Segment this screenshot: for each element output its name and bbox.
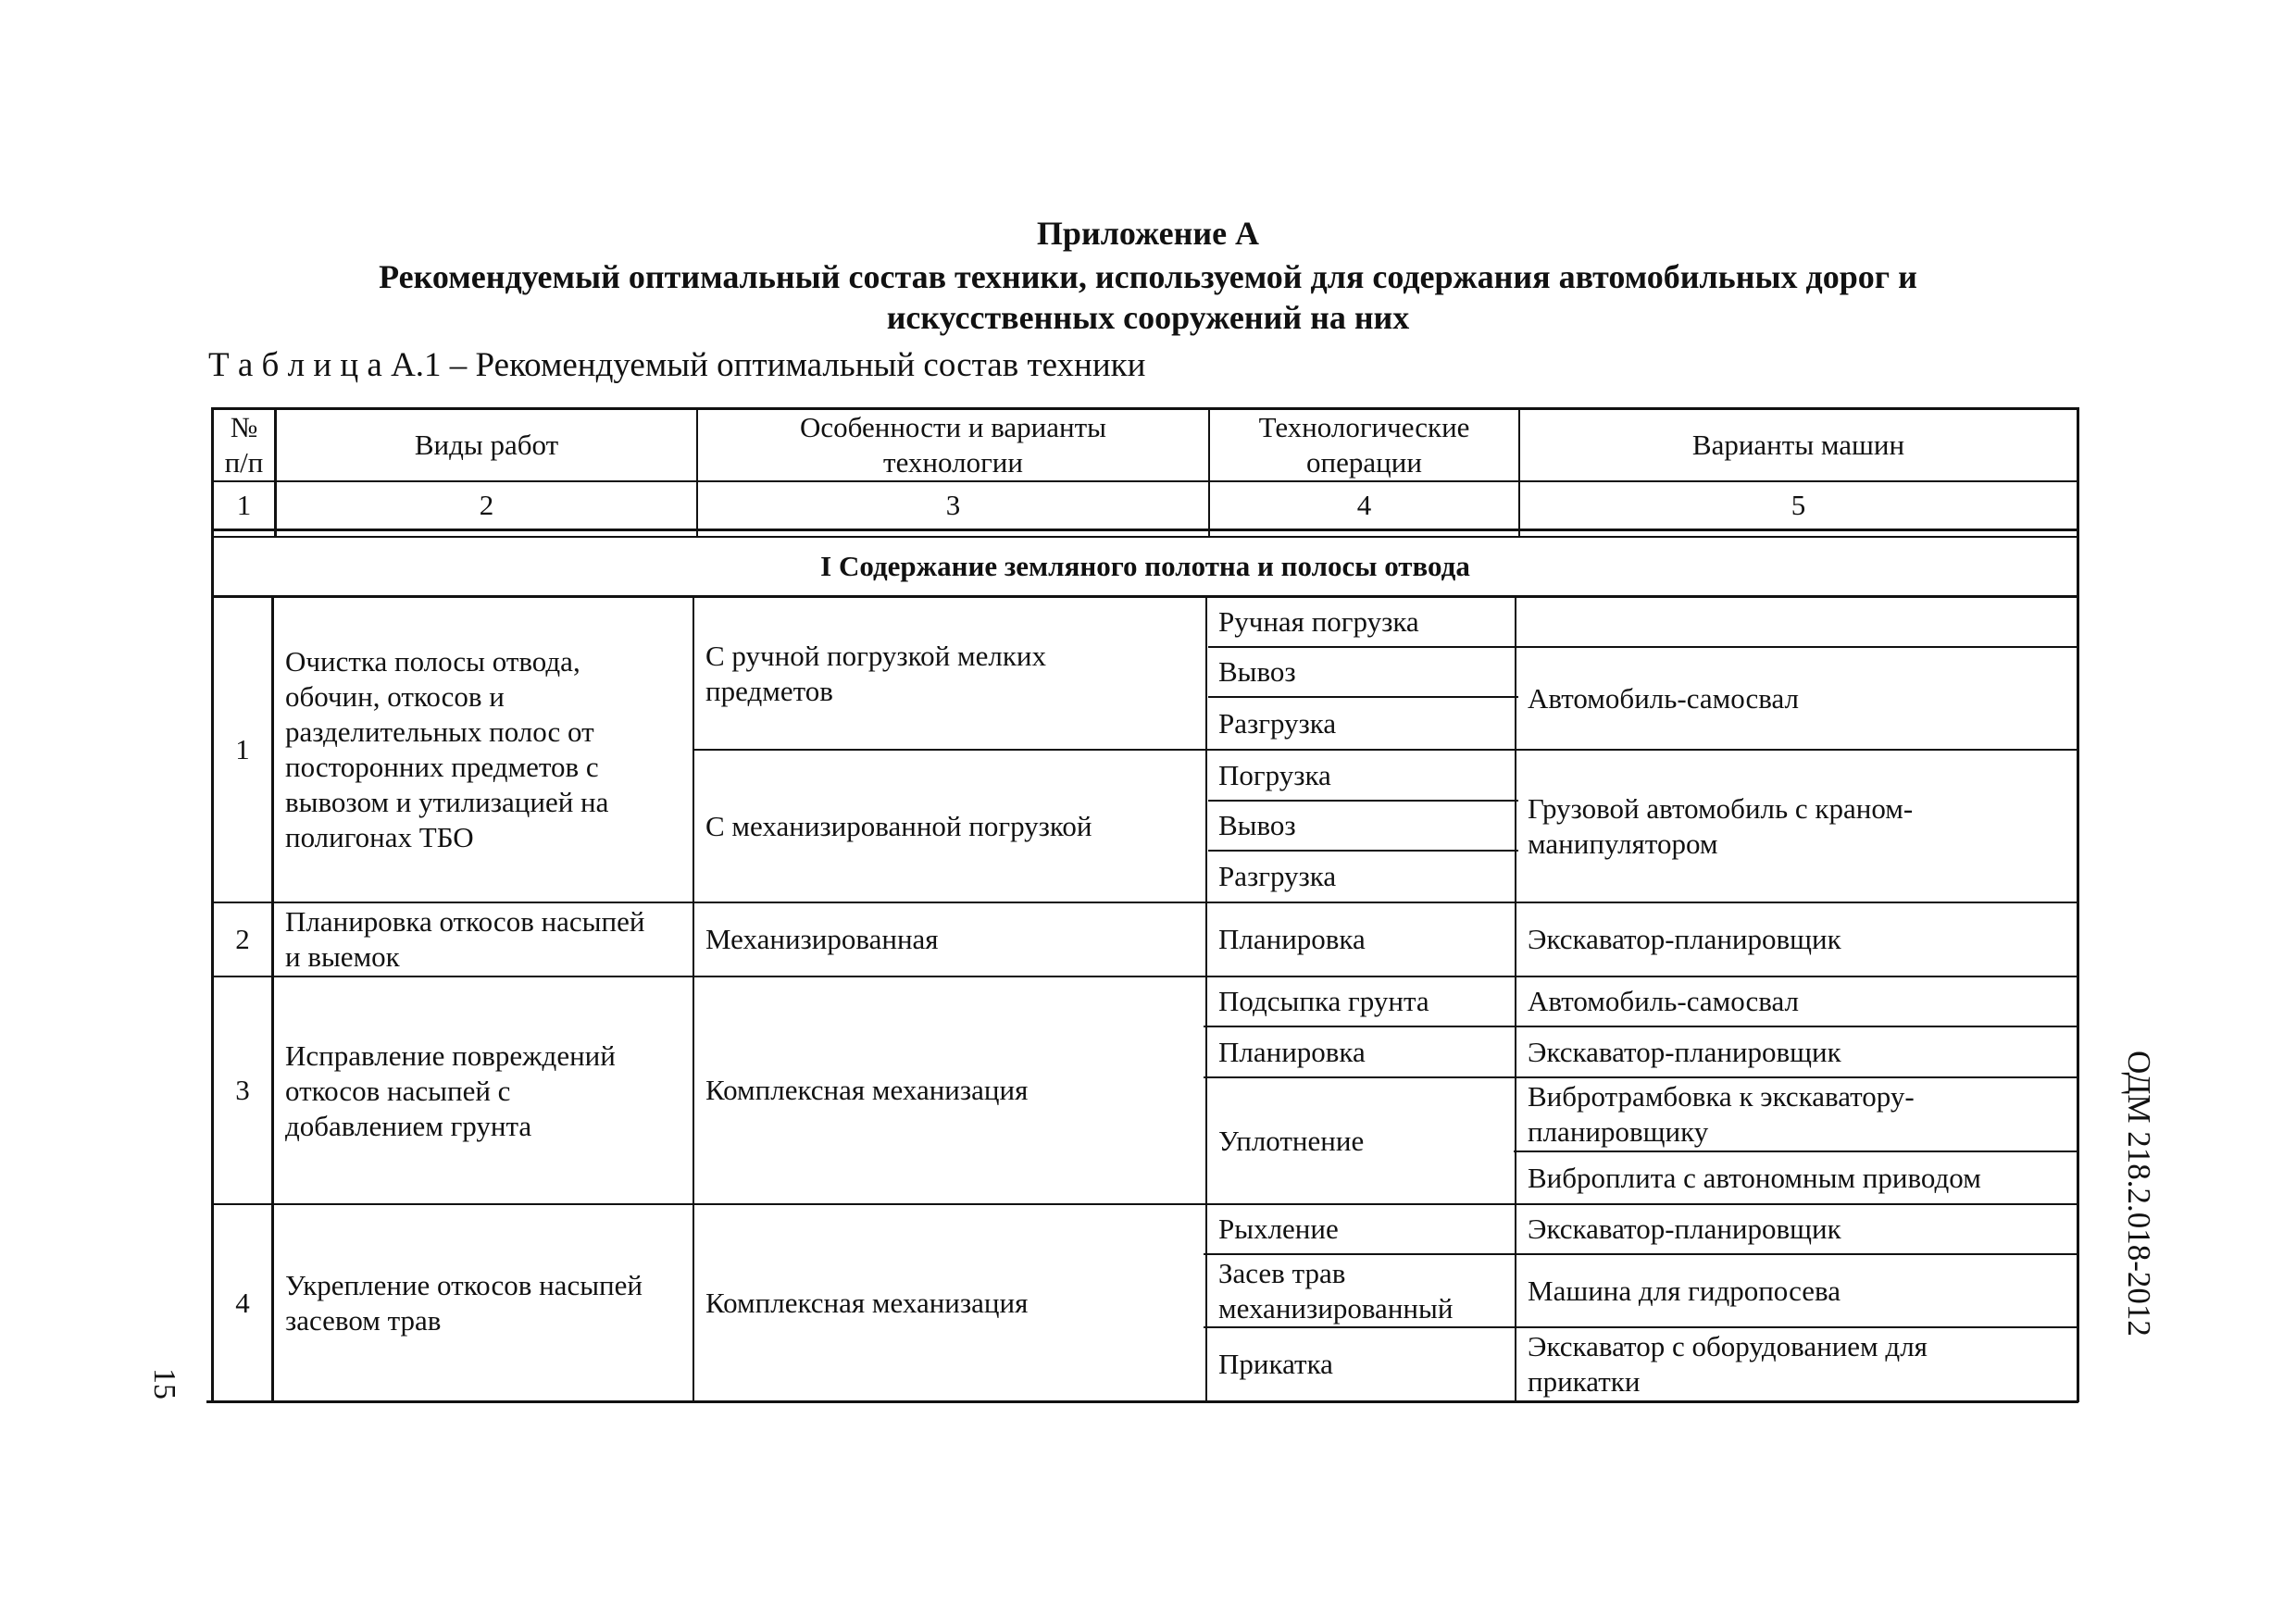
- operation-cell: Уплотнение: [1218, 1124, 1365, 1157]
- column-header-technology: Особенности и варианты технологии: [799, 411, 1106, 479]
- table-line: [211, 529, 2078, 531]
- work-type-cell: Планировка откосов насыпей и выемок: [285, 905, 645, 973]
- machine-cell: Грузовой автомобиль с краном- манипулятором: [1528, 792, 1914, 860]
- document-code-vertical: ОДМ 218.2.018-2012: [2121, 1051, 2157, 1337]
- work-type-cell: Исправление повреждений откосов насыпей с добавлением грунта: [285, 1039, 616, 1142]
- operation-cell: Подсыпка грунта: [1218, 985, 1429, 1017]
- page-number: 15: [147, 1368, 181, 1399]
- appendix-title: Приложение А: [1036, 215, 1260, 252]
- machine-cell: Экскаватор-планировщик: [1528, 1035, 1841, 1068]
- operation-cell: Погрузка: [1218, 758, 1331, 791]
- operation-cell: Ручная погрузка: [1218, 605, 1419, 638]
- row-number: 1: [235, 733, 250, 765]
- machine-cell: Экскаватор-планировщик: [1528, 923, 1841, 955]
- document-title-line1: Рекомендуемый оптимальный состав техники, используемой для содержания автомобильных дорог и: [379, 258, 1917, 295]
- operation-cell: Планировка: [1218, 1035, 1366, 1068]
- operation-cell: Разгрузка: [1218, 860, 1337, 892]
- operation-cell: Засев трав механизированный: [1218, 1256, 1454, 1325]
- technology-cell: С ручной погрузкой мелких предметов: [705, 640, 1047, 707]
- machine-cell: Автомобиль-самосвал: [1528, 985, 1799, 1017]
- machine-cell: Автомобиль-самосвал: [1528, 681, 1799, 715]
- operation-cell: Рыхление: [1218, 1213, 1339, 1245]
- row-number: 3: [235, 1074, 250, 1106]
- section-title: I Содержание земляного полотна и полосы отвода: [820, 550, 1470, 582]
- column-header-work-type: Виды работ: [414, 429, 559, 461]
- document-title-line2: искусственных сооружений на них: [886, 299, 1410, 336]
- machine-cell: Машина для гидропосева: [1528, 1274, 1841, 1307]
- operation-cell: Вывоз: [1218, 655, 1296, 688]
- work-type-cell: Очистка полосы отвода, обочин, откосов и разделительных полос от посторонних предметов с вывозом и утилизацией на полигонах ТБО: [285, 645, 609, 853]
- machine-cell: Экскаватор с оборудованием для прикатки: [1528, 1330, 1928, 1398]
- machine-cell: Экскаватор-планировщик: [1528, 1213, 1841, 1245]
- table-caption: Т а б л и ц а А.1 – Рекомендуемый оптимальный состав техники: [208, 346, 1146, 384]
- column-header-operations: Технологические операции: [1258, 411, 1470, 479]
- column-number: 5: [1791, 489, 1806, 521]
- row-number: 4: [235, 1286, 250, 1319]
- column-header-number: № п/п: [224, 411, 264, 479]
- column-number: 3: [945, 489, 961, 521]
- machine-cell: Виброплита с автономным приводом: [1528, 1161, 1981, 1194]
- machine-cell: Вибротрамбовка к экскаватору- планировщику: [1528, 1080, 1915, 1148]
- technology-cell: Комплексная механизация: [705, 1286, 1029, 1319]
- table-line: [2077, 407, 2079, 1402]
- column-number: 4: [1356, 489, 1372, 521]
- column-header-machines: Варианты машин: [1691, 429, 1905, 461]
- operation-cell: Вывоз: [1218, 809, 1296, 841]
- machine-cell: [1516, 598, 2077, 646]
- column-number: 1: [236, 489, 252, 521]
- operation-cell: Разгрузка: [1218, 706, 1337, 740]
- table-line: [206, 1400, 2078, 1403]
- technology-cell: Механизированная: [705, 923, 939, 955]
- operation-cell: Планировка: [1218, 923, 1366, 955]
- column-number: 2: [479, 489, 494, 521]
- technology-cell: С механизированной погрузкой: [705, 809, 1092, 842]
- operation-cell: Прикатка: [1218, 1348, 1333, 1380]
- work-type-cell: Укрепление откосов насыпей засевом трав: [285, 1268, 643, 1337]
- technology-cell: Комплексная механизация: [705, 1074, 1029, 1106]
- row-number: 2: [235, 923, 250, 955]
